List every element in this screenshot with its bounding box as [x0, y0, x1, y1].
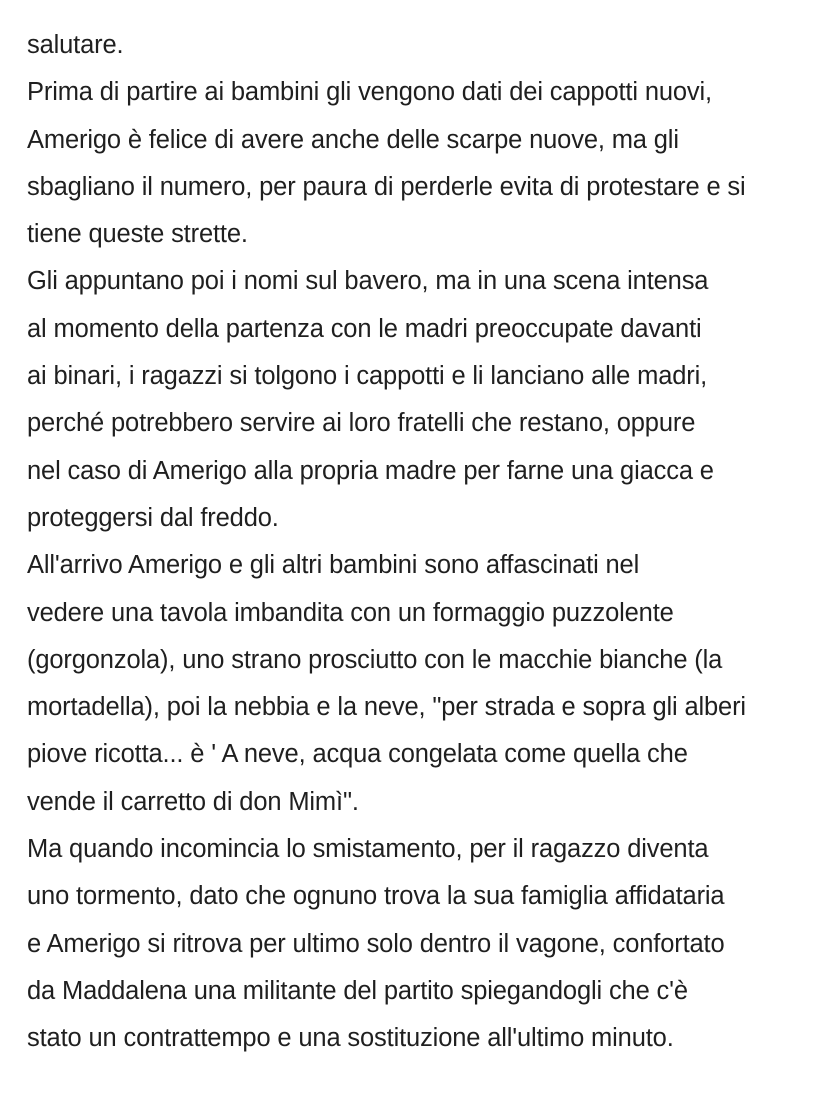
text-line: nel caso di Amerigo alla propria madre per farne una giacca e [27, 456, 714, 485]
text-line: sbagliano il numero, per paura di perderle evita di protestare e si [27, 172, 746, 201]
text-line: proteggersi dal freddo. [27, 503, 279, 532]
text-line: vende il carretto di don Mimì". [27, 787, 359, 816]
text-line: Amerigo è felice di avere anche delle scarpe nuove, ma gli [27, 125, 679, 154]
article-text [27, 22, 822, 1063]
text-line: (gorgonzola), uno strano prosciutto con le macchie bianche (la [27, 645, 723, 674]
text-line: uno tormento, dato che ognuno trova la sua famiglia affidataria [27, 882, 725, 911]
text-line: Ma quando incomincia lo smistamento, per il ragazzo diventa [27, 835, 709, 864]
text-line: e Amerigo si ritrova per ultimo solo dentro il vagone, confortato [27, 929, 725, 958]
text-line: mortadella), poi la nebbia e la neve, "per strada e sopra gli alberi [27, 693, 746, 722]
text-line: stato un contrattempo e una sostituzione all'ultimo minuto. [27, 1024, 674, 1053]
text-line: Gli appuntano poi i nomi sul bavero, ma in una scena intensa [27, 267, 709, 296]
text-line: Prima di partire ai bambini gli vengono dati dei cappotti nuovi, [27, 78, 712, 107]
text-line: piove ricotta... è ' A neve, acqua congelata come quella che [27, 740, 688, 769]
text-line: al momento della partenza con le madri preoccupate davanti [27, 314, 702, 343]
text-line: da Maddalena una militante del partito spiegandogli che c'è [27, 976, 688, 1005]
text-line: perché potrebbero servire ai loro fratelli che restano, oppure [27, 409, 696, 438]
text-line: ai binari, i ragazzi si tolgono i cappotti e li lanciano alle madri, [27, 362, 708, 391]
text-line: All'arrivo Amerigo e gli altri bambini sono affascinati nel [27, 551, 640, 580]
text-line: salutare. [27, 31, 124, 59]
text-line: vedere una tavola imbandita con un formaggio puzzolente [27, 598, 674, 627]
text-line: tiene queste strette. [27, 220, 248, 249]
